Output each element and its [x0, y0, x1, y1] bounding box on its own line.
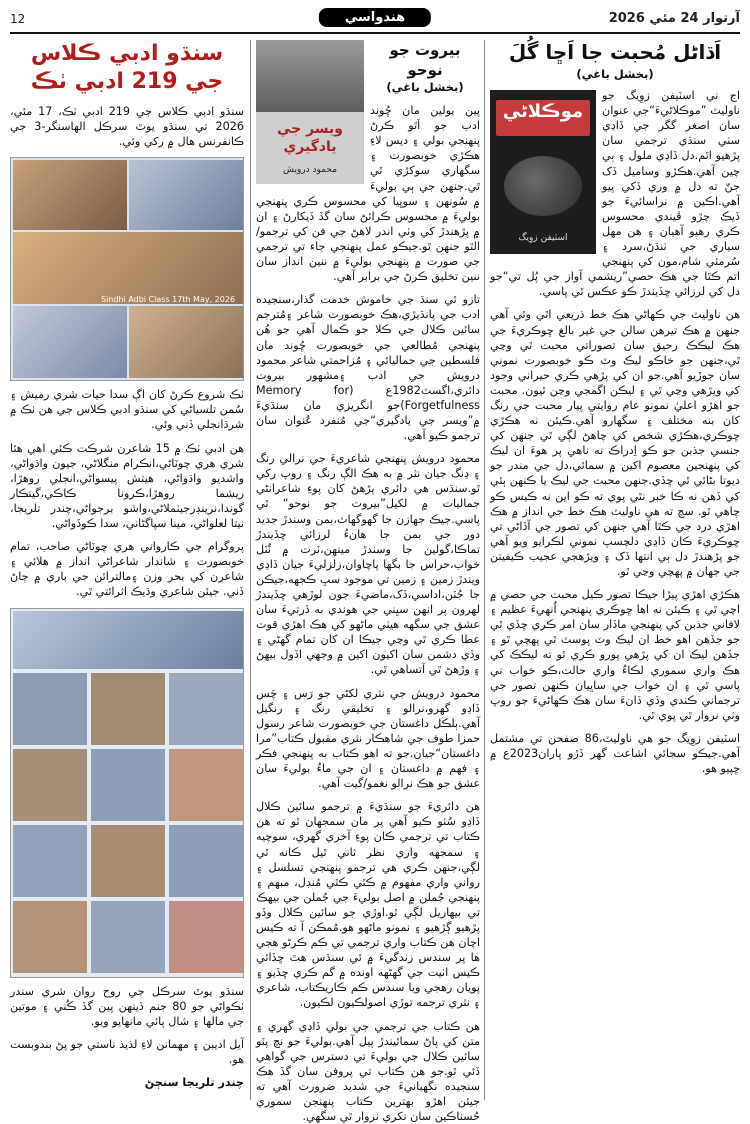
article-beirut	[256, 40, 480, 1124]
participant-photo	[91, 901, 165, 973]
page-number: 12	[10, 12, 26, 26]
article-paragraph: پين بولين مان ڇُوند ادب جو اَٿو ڪرڻ پنهنجي بولي ۽ ديس لاءِ هڪڙي خوبصورت ۽ سگهاري سوکڙي ٿي ٿي.جنهن جي ٻي بوليءَ ۾ سُونهن ۽ سوڀيا کي محسوس ڪري پنهنجي بوليءَ ۾ محسوس ڪرائڻ سان گڏ ڏيکارڻ ۽ ان ۾ پڙهندڙ کي وٺي اندر لاهڻ جي فن کي ترجمو/الٿو جنهن ٿو.جيڪو عمل پنهنجي جاء تي ترجمي جي صورت ۾ پنهنجي بوليءَ ۾ ننين انداز سان ننين تخليق ڪرڻ جي برابر آهي.	[256, 104, 480, 284]
article-signature: چندر تلريجا سنڄڻ	[144, 1075, 244, 1089]
article-paragraph: محمود درويش جي نثري لکڻي جو رَس ۽ چَس ڏاڍو گهرو،نرالو ۽ تخليقي رنگ ۽ رنگيل آهي.ٻلڪل داغستان جي خوبصورت شاعر رسول حمزا طوف جي شاهڪار نثري مقبول ڪتاب”مرا داغستان“جيان.جو ته اهو ڪتاب به پنهنجي فڪر ۽ فهم ۾ داغستان ۽ ان جي ماءُ بوليءَ سان عشق جو هڪ نرالو نغمو/گيت آهي.	[256, 686, 480, 791]
issue-date: آرتوار 24 مئي 2026	[608, 11, 740, 26]
participant-photo	[13, 673, 87, 745]
article-paragraph: اسٽيفن زوِيگ جو هي ناوليٽ،86 صفحن تي مشتمل آهي.جيڪو سجائي اشاعت گهر ڏڙو پاران2023ع ۾ ڇپيو هو.	[490, 731, 740, 776]
header-rule	[10, 32, 740, 34]
article-paragraph: اج ني اسٽيفن زوِيگ جو ناوليٽ ”موڪلاڻيءَ“جي عنوان سان اصغر گگر جي ڏاڍي سٺي سنڌي ترجمي سان پڙهيو اٿم.دل ڏاڍي ملول ۽ ٻي چين آهي.هڪڙو وساميل ڏک جنّ ته دل ۾ وري ڏکي پيو آهي.اڪين ۾ نراسائيءَ جو ڏيڪ چڙو ڦيندي محسوس ڪري رهيو آهيان ۽ هن مهل سياري جي ٺنڌڻ،سرد ۽ سُرمئي شام،مون کي پنهنجي اتم ڪٿا جي هڪ حصي”ريشمي آواز جي پُل تي“جو دل کي لرزائي ڇڏيندڙ ڪو عڪس ٿي پاسي.	[490, 89, 740, 299]
participant-photo	[91, 673, 165, 745]
book-cover	[490, 90, 596, 254]
event-photo	[129, 306, 243, 378]
article-paragraph: هڪڙي اهڙي پيڙا جيڪا تصور ڪيل محبت جي حصي ۾ اچي ٿي ۽ ڪيئن نه اها ڇوڪري پنهنجي اُنهيءَ عظيم ۽ لافاني جذبن کي پنهنجي ماڏار سان امر ڪري ڇڏي ٿي جو جڏهن اهو خط ان ليڪ وٽ پوسٽ ٿي پهچي ٿو ۽ جڏهن ليڪ ان کي پڙهي پورو ڪري ٿو ته ليڪڪ کي هڪ واري سموري لڪاءُ واري حالت،ڪو خواب ني پاسي ٿي ۽ ان خواب جي ساڀيان ڪنهن تصور جي ترجماني ڪندي وڏي ڏانءَ سان هڪ ڪهاڻيءَ جو روپ وٺي نروار ٿي پوي ٿي.	[490, 588, 740, 722]
page-header	[10, 8, 740, 34]
article-paragraph: هن ناوليٽ جي ڪهاڻي هڪ خط ذريعي اٿي وئي آهي جنهن ۾ هڪ تيرهن سالن جي غير بالغ ڇوڪريءَ جي هڪ ليڪڪ رحيق سان تصوراتي محبت ٿي وڃي ٿي،جنهن جو خاڪو ليڪ وٽ ڪو خوبصورت نموني سان جوڙيو آهي.جو ان کي پڙهي ڪري حيراني وجود کي ويڙهي وڃي ٿي ۽ ليڪن اگمجي وڃن ٿيون. محبت جو اهڙو اعليٰ نمونو عام روايتي پيار محبت جي رنگ کان بنه مختلف ۽ سگهارو آهي.ڪيئن نه هڪڙي ڇوڪري،هڪڙي شخص کي چاهڻ لڳي ٿي جنهن کي جنسي جذبن جو ڪو اِدراڪ نه ناهي پر هوءَ ان ليڪ کي پنهنجين معصوم اکين ۾ سمائي،دل جي مندر جو ديوتا بڻائي ٿي ڇڏي.جنهن محبت جي ليڪ يا ڪنهن ٻئي کي ڏهن نه ڪا خبر نٿي پوي ته ڪو اين نه ڪيس ڪو چاهي ٿو. سچ ته هي ناوليٽ هڪ خط جي انداز ۾ هڪ اهڙي درد جي ڪٿا آهي جنهن کي تصور جي آڏاڻي تي ڇوڪريءَ ڪان ڏاڍي دلچسپ نموني لڪرايو ويو آهي جو پڙهندڙ دل ٻي انتها ڏک ۽ ويڙهجي عجيب ڪيفيتن جي جهان ۾ پهچي وڃي ٿو.	[490, 308, 740, 578]
article-title-line1: سنڌو ادبي ڪلاس	[30, 41, 224, 66]
article-intro: سنڌو ادبي ڪلاس جي 219 ادبي ٺڪ، 17 مئي، 2026 تي سنڌو يوٿ سرڪل الهاسنگر-3 جي ڪانفرنس هال ۾ رکي وئي.	[10, 105, 245, 149]
article-love	[490, 40, 740, 1100]
article-title: اَڌاڻل مُحبت جا اَڇا گُلَ	[508, 40, 722, 64]
article-paragraph: هن ڪتاب جي ترجمي جي بولي ڏاڍي گهري ۽ متن کي پاڻ سمائيندڙ پيل آهي.بوليءَ جو نچ پٽو سائين ڪلال جي بوليءَ تي دسترس جي گواهي ڏئي ٿو.جو هن ڪتاب تي پروفن سان گڏ هڪ سنجيده نگهبانيءَ جي شديد ضرورت آهي ته جيئن اهڙو بهترين ڪتاب پنهنجن سموري حُسناڪين سان نکري نروار ٿي سگهي.	[256, 1019, 480, 1124]
participant-photo	[13, 901, 87, 973]
article-paragraph: هن ادبي ٺڪ ۾ 15 شاعرن شرڪت ڪئي اهي هئا شري هري چوٽاڻي،انڪرام منگلاڻي، جيون واڌواڻي، واشديو واڌواڻي، هيتش پيسواڻي،انجلي روهڙا، ريشما روهڙا،ڪرونا ڪاڪي،گيتڪار گوندا،نرينڊرجيٺملاڻي،واشو برجواڻي،چندر تلريجا، نيتا لعلواڻي، مينا سپاگڻاني، سدا ڪوڏواڻي.	[10, 441, 244, 531]
portrait-silhouette	[504, 156, 582, 216]
book-cover-author: محمود درويش	[282, 164, 338, 175]
participant-photo	[91, 749, 165, 821]
participant-photo	[91, 825, 165, 897]
article-paragraph: ٺڪ شروع ڪرڻ کان اڳ سدا حيات شري رميش ۽ سُمن تلسياڻي کي سنڌو ادبي ڪلاس جي هن ٺڪ ۾ شرڌانجلي ڏني وئي.	[10, 388, 244, 432]
participant-photo	[13, 825, 87, 897]
book-cover-author: اسٽيفن زوِيگ	[518, 233, 568, 243]
article-byline: (بخشل باغي)	[386, 80, 464, 94]
article-title: بيروت جو نوحو	[389, 41, 461, 79]
participant-photo	[169, 749, 243, 821]
event-photo	[129, 160, 243, 230]
group-photo	[13, 611, 243, 669]
event-photo	[13, 160, 127, 230]
article-paragraph: آيل اديبن ۽ مهمانن لاءِ لذيذ ناستي جو پڻ بندوبست هو.	[10, 1037, 244, 1066]
article-byline: (بخشل باغي)	[576, 67, 654, 81]
book-cover	[256, 40, 364, 184]
column-divider	[484, 40, 485, 1100]
article-paragraph: هن دائريءَ جو سنڌيءَ ۾ ترجمو سائين ڪلال ڏاڍو سُٺو ڪيو آهي پر مان سمجهان ٿو ته هن ڪتاب تي ترجمي ڪان پوءِ آخري گهري، سوچيه ۽ سمجهه واري نظر ثاني ٿيل ڪانه ٿي لڳي،جنهن ڪري هي ترجمو پنهنجي تسلسل ۽ رواني واري مفهوم ۾ ڪٿي ڪٿي مُنڊل، مبهم ۽ پنهنجي جُملن ۾ اصل بوليءَ جي جُملن جي بيهڪ تي بيهاريل لڳي ٿو.اوڙي جو سائين ڪلال وڏو پڙهيو ڳڙهيو ۽ نمونو ماڻهو هو.مُمڪن آ ته ڪيس اچان هن ڪتاب واري ترجمي تي ڪم ڪرڻو هجي ها پر سندس زندگيءَ ۾ ئي سنڌس هٿ ڇڏائي ڪيس اٺيت جي گهڻهه اونده ۾ گم ڪري ڇڏيو ۽ پويان رهجي ويا سندس ڪم ڪاريڪتاب، شاعري ۽ نثري ترجمه توڙي اصولڪيون لڪيون.	[256, 800, 480, 1010]
cover-photo	[256, 40, 364, 112]
article-paragraph: تازو ئي سنڌ جي خاموش خدمت گذار،سنجيده ادب جي پانڌيڙي،هڪ خوبصورت شاعر ۽مُترجم سائين ڪلال جي ڪلا جو ڪمال آهي جو هُن پنهنجي مُطالعي جي خوبصورت ڇُوند مان فلسطين جي جماليائي ۽ مُزاحمتي شاعر محمود درويش جي ادب ۽مشهور بيروت دائري،اگسٽ1982ع (Memory for Forgetfulness)جو انگريزي مان سنڌيءَ ۾”ويسر جي يادگيري“جي مُنفرد عُنوان سان ترجمو ڪيو آهي.	[256, 293, 480, 443]
photo-collage-top	[10, 157, 244, 381]
article-paragraph: پروگرام جي ڪارواني هري چوٽاڻي صاحب، تمام خوبصورت ۽ شاندار شاعراڻي انداز ۾ هلائي ۽ شاعرن کي بحر وزن ۽مالترائن جي باري ۾ ڄاڻ ڏني. جيئن شاعري وڌيڪ اثرائتي ٿي.	[10, 540, 244, 599]
article-title-line2: جي 219 ادبي ٺڪ	[30, 69, 224, 94]
photo-grid-participants	[10, 608, 244, 978]
event-photo	[13, 306, 127, 378]
article-paragraph: محمود درويش پنهنجي شاعريءَ جي نرالي رنگ ۽ ڍنگ جيان نثر ۾ به هڪ الڳ رنگ ۽ روپ رکي ٿو.سنڌس هي دائري پڙهڻ کان پوءِ شاعرانڻي جماليات ۾ لکيل”بيروت جو نوحو“ ٿي پاسي.جيڪ جهازن جا گهوگهاٽ،بمن وسندڙ جديد دور جي بمن جا هانءُ لرزائي ڇڏيندڙ تماڪا،گولين جا وسندڙ مينهن،ٽرت ۾ ٽُٽل خواب،حراس جا بگها پاچاوان،زلزليءَ جيان ڏاڍي ويندڙ زمين ۽ زمين تي موجود سڀ ڪجهه،جيڪن جا جُٽن،اداسي،ڏک،ماضيءَ جون لوڙهي ڇڏيندڙ لهرون پر انهن سڀني جي هوندي به ڏرتيءَ سان عشق جي سگهه هيٺي ماڻهو کي هڪ اهڙي قوت عطا ڪري ٿي وڃي جيڪا ان کان تمام گهڻي ۽ وڏي دشمن سان اکيون اکين ۾ وجهي اڏول بيهڻ ۽ وڙهڻ ٿي آتساهي ٿي.	[256, 452, 480, 677]
participant-photo	[169, 901, 243, 973]
book-cover-title: موڪلاڻي	[502, 101, 584, 123]
article-paragraph: سنڌو يوٿ سرڪل ڄي روح روان شري سندر ٺڪواڻي جو 80 جنم ڏينهن پين گڏ ڪُني ۽ موتين جي مالها ۽ شال پائي مانهايو ويو.	[10, 984, 244, 1028]
participant-photo	[13, 749, 87, 821]
column-divider	[250, 40, 251, 1100]
photo-caption: Sindhi Adbi Class 17th May, 2026	[101, 295, 236, 305]
participant-photo	[169, 673, 243, 745]
participant-photo	[169, 825, 243, 897]
book-cover-title: ويسر جي يادگيري	[276, 121, 344, 155]
article-sindhu-class	[10, 40, 244, 1100]
newspaper-brand: هندواسي	[319, 8, 431, 27]
